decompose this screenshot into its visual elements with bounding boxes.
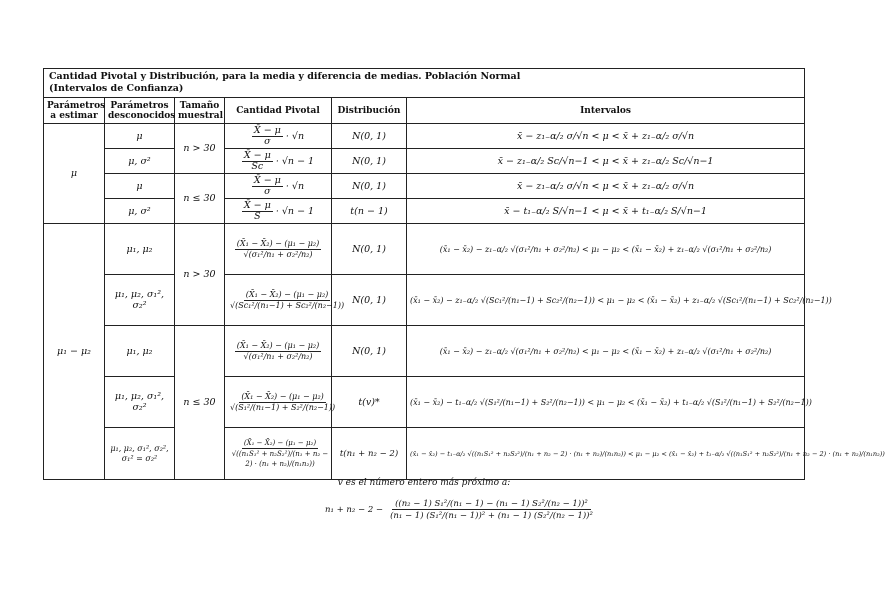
pivot-tail: · √n	[285, 180, 305, 192]
table-row	[44, 428, 805, 480]
pivot-cell	[225, 275, 345, 326]
interval-cell: (x̄₁ − x̄₂) − z₁₋α/₂ √(Sc₁²/(n₁−1) + Sc₂²/(n₂−1)) < μ₁ − μ₂ < (x̄₁ − x̄₂) + z₁₋α/₂ √(Sc₁²/(n₁−1) + Sc₂²/(n₂−1))	[407, 275, 805, 326]
interval-cell: x̄ − z₁₋α/₂ Sc/√n−1 < μ < x̄ + z₁₋α/₂ Sc/√n−1	[407, 149, 805, 174]
footnote-lead: v es el número entero más próximo a:	[337, 478, 511, 488]
pivot-denominator: Sc	[251, 160, 264, 172]
dist-cell: t(v)*	[332, 377, 407, 428]
pivot-cell	[225, 124, 332, 149]
pivot-denominator: σ	[264, 135, 271, 147]
header-size: Tamaño muestral	[175, 98, 225, 124]
interval-cell: x̄ − z₁₋α/₂ σ/√n < μ < x̄ + z₁₋α/₂ σ/√n	[407, 174, 805, 199]
pivot-cell	[225, 326, 332, 377]
pivot-cell	[225, 224, 332, 275]
pivot-numerator: X̄ − μ	[253, 174, 281, 186]
formula-numerator: ((n₂ − 1) S₁²/(n₁ − 1) − (n₁ − 1) S₂²/(n₂ − 1))²	[392, 499, 591, 510]
header-intervals: Intervalos	[407, 98, 805, 124]
pivot-tail: · √n − 1	[275, 205, 315, 217]
dist-cell: N(0, 1)	[332, 124, 407, 149]
param-mean: μ	[44, 124, 105, 224]
size-cell: n ≤ 30	[175, 174, 225, 224]
interval-cell: x̄ − z₁₋α/₂ σ/√n < μ < x̄ + z₁₋α/₂ σ/√n	[407, 124, 805, 149]
table-row	[44, 326, 805, 377]
table-row	[44, 149, 805, 174]
table-title	[44, 69, 805, 98]
pivot-cell	[225, 199, 332, 224]
pivot-denominator: √(Sc₁²/(n₁−1) + Sc₂²/(n₂−1))	[230, 300, 345, 310]
table-row	[44, 199, 805, 224]
pivot-denominator: S	[254, 210, 261, 222]
header-row	[44, 98, 805, 124]
size-cell: n > 30	[175, 224, 225, 326]
confidence-interval-table	[43, 68, 885, 480]
degrees-of-freedom-formula	[325, 490, 593, 530]
dist-cell: N(0, 1)	[332, 275, 407, 326]
pivot-tail: · √n − 1	[275, 155, 315, 167]
dist-cell: N(0, 1)	[332, 174, 407, 199]
formula-lhs: n₁ + n₂ − 2 −	[325, 505, 384, 515]
pivot-cell	[225, 428, 332, 480]
pivot-cell	[225, 377, 336, 428]
unknown-cell: μ₁, μ₂, σ₁², σ₂²	[105, 275, 175, 326]
pivot-numerator: X̄ − μ	[243, 199, 271, 211]
pivot-cell	[225, 149, 332, 174]
table-row	[44, 224, 805, 275]
unknown-cell: μ, σ²	[105, 199, 175, 224]
pivot-denominator: √((n₁S₁² + n₂S₂²)/(n₁ + n₂ − 2) · (n₁ + n₂)/(n₁n₂))	[231, 450, 329, 468]
pivot-numerator: (X̄₁ − X̄₂) − (μ₁ − μ₂)	[236, 340, 320, 350]
pivot-numerator: X̄ − μ	[243, 149, 271, 161]
table-row	[44, 124, 805, 149]
unknown-cell: μ, σ²	[105, 149, 175, 174]
pivot-denominator: √(S₁²/(n₁−1) + S₂²/(n₂−1))	[230, 402, 336, 412]
pivot-denominator: √(σ₁²/n₁ + σ₂²/n₂)	[243, 351, 313, 361]
dist-cell: N(0, 1)	[332, 224, 407, 275]
pivot-tail: · √n	[285, 130, 305, 142]
interval-cell: (x̄₁ − x̄₂) − z₁₋α/₂ √(σ₁²/n₁ + σ₂²/n₂) < μ₁ − μ₂ < (x̄₁ − x̄₂) + z₁₋α/₂ √(σ₁²/n₁ + σ₂²/n₂)	[407, 326, 805, 377]
interval-cell: (x̄₁ − x̄₂) − z₁₋α/₂ √(σ₁²/n₁ + σ₂²/n₂) < μ₁ − μ₂ < (x̄₁ − x̄₂) + z₁₋α/₂ √(σ₁²/n₁ + σ₂²/n₂)	[407, 224, 805, 275]
unknown-cell: μ₁, μ₂, σ₁², σ₂²	[105, 377, 175, 428]
pivot-denominator: σ	[264, 185, 271, 197]
interval-cell: x̄ − t₁₋α/₂ S/√n−1 < μ < x̄ + t₁₋α/₂ S/√n−1	[407, 199, 805, 224]
unknown-cell: μ₁, μ₂, σ₁², σ₂², σ₁² = σ₂²	[105, 428, 175, 480]
dist-cell: N(0, 1)	[332, 149, 407, 174]
header-param: Parámetros a estimar	[44, 98, 105, 124]
interval-cell: (x̄₁ − x̄₂) − t₁₋α/₂ √((n₁S₁² + n₂S₂²)/(n₁ + n₂ − 2) · (n₁ + n₂)/(n₁n₂)) < μ₁ − μ₂ < (x̄₁ − x̄₂) + t₁₋α/₂ √((n₁S₁² + n₂S₂²)/(n₁ + n₂ − 2) · (n₁ + n₂)/(n₁n₂))	[407, 428, 805, 480]
pivot-numerator: (X̄₁ − X̄₂) − (μ₁ − μ₂)	[245, 289, 329, 299]
pivot-numerator: X̄ − μ	[253, 124, 281, 136]
unknown-cell: μ	[105, 174, 175, 199]
size-cell: n ≤ 30	[175, 326, 225, 480]
table-title-line-2: (Intervalos de Confianza)	[49, 83, 184, 94]
pivot-numerator: (X̄₁ − X̄₂) − (μ₁ − μ₂)	[243, 439, 317, 447]
table-row	[44, 377, 805, 428]
header-dist: Distribución	[332, 98, 407, 124]
table-row	[44, 174, 805, 199]
header-pivot: Cantidad Pivotal	[225, 98, 332, 124]
interval-cell: (x̄₁ − x̄₂) − t₁₋α/₂ √(S₁²/(n₁−1) + S₂²/(n₂−1)) < μ₁ − μ₂ < (x̄₁ − x̄₂) + t₁₋α/₂ √(S₁²/(n₁−1) + S₂²/(n₂−1))	[407, 377, 805, 428]
unknown-cell: μ₁, μ₂	[105, 326, 175, 377]
size-cell: n > 30	[175, 124, 225, 174]
unknown-cell: μ₁, μ₂	[105, 224, 175, 275]
dist-cell: t(n₁ + n₂ − 2)	[332, 428, 407, 480]
pivot-cell	[225, 174, 332, 199]
unknown-cell: μ	[105, 124, 175, 149]
header-unknown: Parámetros desconocidos	[105, 98, 175, 124]
param-diff: μ₁ − μ₂	[44, 224, 105, 480]
dist-cell: t(n − 1)	[332, 199, 407, 224]
pivot-numerator: (X̄₁ − X̄₂) − (μ₁ − μ₂)	[236, 238, 320, 248]
formula-denominator: (n₁ − 1) (S₁²/(n₁ − 1))² + (n₁ − 1) (S₂²/(n₂ − 1))²	[390, 511, 593, 521]
pivot-denominator: √(σ₁²/n₁ + σ₂²/n₂)	[243, 249, 313, 259]
table-title-line-1: Cantidad Pivotal y Distribución, para la media y diferencia de medias. Población Normal	[49, 71, 521, 82]
dist-cell: N(0, 1)	[332, 326, 407, 377]
pivot-numerator: (X̄₁ − X̄₂) − (μ₁ − μ₂)	[241, 391, 324, 401]
table-row	[44, 275, 805, 326]
